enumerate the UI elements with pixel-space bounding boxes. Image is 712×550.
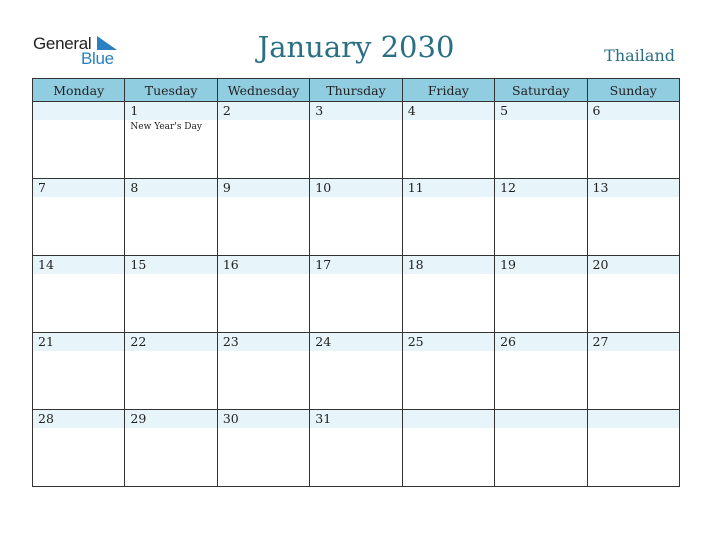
- day-cell[interactable]: [217, 410, 309, 487]
- day-cell[interactable]: [402, 410, 494, 487]
- day-cell[interactable]: [125, 179, 217, 256]
- day-number: [495, 410, 586, 428]
- day-cell[interactable]: [587, 256, 679, 333]
- day-number: 24: [310, 333, 401, 351]
- day-cell[interactable]: [125, 333, 217, 410]
- day-number: 19: [495, 256, 586, 274]
- week-row: [33, 179, 680, 256]
- week-row: [33, 410, 680, 487]
- day-number: 18: [403, 256, 494, 274]
- day-number: 6: [588, 102, 679, 120]
- weekday-header: Monday: [33, 79, 125, 102]
- day-cell[interactable]: [217, 179, 309, 256]
- week-row: [33, 333, 680, 410]
- day-cell[interactable]: [310, 179, 402, 256]
- day-cell[interactable]: [33, 256, 125, 333]
- day-number: 4: [403, 102, 494, 120]
- day-cell[interactable]: [217, 102, 309, 179]
- weekday-header: Friday: [402, 79, 494, 102]
- day-cell[interactable]: [125, 102, 217, 179]
- day-number: 13: [588, 179, 679, 197]
- day-number: 17: [310, 256, 401, 274]
- day-cell[interactable]: [495, 179, 587, 256]
- day-cell[interactable]: [587, 179, 679, 256]
- logo-text-blue: Blue: [81, 49, 114, 68]
- day-cell[interactable]: [587, 333, 679, 410]
- day-number: 2: [218, 102, 309, 120]
- day-number: 20: [588, 256, 679, 274]
- day-number: 16: [218, 256, 309, 274]
- day-number: 28: [33, 410, 124, 428]
- day-cell[interactable]: [402, 102, 494, 179]
- weekday-header-row: [33, 79, 680, 102]
- day-number: 5: [495, 102, 586, 120]
- day-cell[interactable]: [310, 410, 402, 487]
- holiday-label: New Year's Day: [130, 122, 202, 132]
- country-label: Thailand: [604, 46, 675, 65]
- day-cell[interactable]: [495, 333, 587, 410]
- day-cell[interactable]: [402, 179, 494, 256]
- day-number: 27: [588, 333, 679, 351]
- day-cell[interactable]: [495, 102, 587, 179]
- calendar-grid: [32, 78, 680, 487]
- day-number: 31: [310, 410, 401, 428]
- day-number: 1: [125, 102, 216, 120]
- day-number: [33, 102, 124, 120]
- weekday-header: Sunday: [587, 79, 679, 102]
- day-number: [588, 410, 679, 428]
- day-cell[interactable]: [217, 333, 309, 410]
- weekday-header: Saturday: [495, 79, 587, 102]
- day-number: 15: [125, 256, 216, 274]
- week-row: [33, 256, 680, 333]
- day-cell[interactable]: [310, 102, 402, 179]
- logo-text-general: General: [33, 34, 92, 53]
- day-number: 22: [125, 333, 216, 351]
- day-cell[interactable]: [125, 256, 217, 333]
- day-number: 8: [125, 179, 216, 197]
- day-cell[interactable]: [495, 410, 587, 487]
- day-number: 7: [33, 179, 124, 197]
- day-number: 23: [218, 333, 309, 351]
- day-number: 11: [403, 179, 494, 197]
- day-number: 21: [33, 333, 124, 351]
- day-number: 9: [218, 179, 309, 197]
- week-row: [33, 102, 680, 179]
- day-cell[interactable]: [587, 410, 679, 487]
- day-number: 3: [310, 102, 401, 120]
- day-number: 25: [403, 333, 494, 351]
- day-cell[interactable]: [33, 333, 125, 410]
- day-number: 30: [218, 410, 309, 428]
- day-number: 26: [495, 333, 586, 351]
- weekday-header: Wednesday: [217, 79, 309, 102]
- weekday-header: Thursday: [310, 79, 402, 102]
- day-cell[interactable]: [310, 333, 402, 410]
- day-number: 29: [125, 410, 216, 428]
- day-cell[interactable]: [33, 102, 125, 179]
- day-cell[interactable]: [402, 333, 494, 410]
- day-cell[interactable]: [402, 256, 494, 333]
- day-number: 10: [310, 179, 401, 197]
- weekday-header: Tuesday: [125, 79, 217, 102]
- day-cell[interactable]: [217, 256, 309, 333]
- calendar-title: January 2030: [257, 30, 455, 64]
- day-number: 12: [495, 179, 586, 197]
- day-number: 14: [33, 256, 124, 274]
- day-cell[interactable]: [33, 179, 125, 256]
- day-cell[interactable]: [495, 256, 587, 333]
- day-cell[interactable]: [33, 410, 125, 487]
- day-cell[interactable]: [587, 102, 679, 179]
- day-cell[interactable]: [310, 256, 402, 333]
- day-cell[interactable]: [125, 410, 217, 487]
- day-number: [403, 410, 494, 428]
